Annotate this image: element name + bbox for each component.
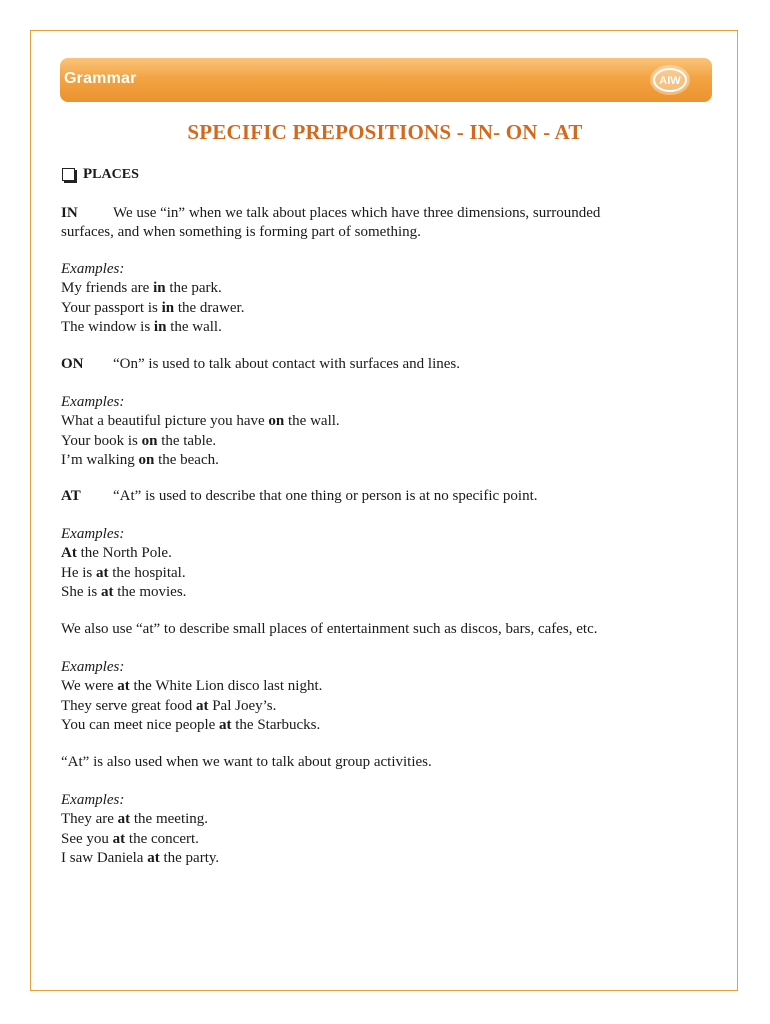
examples-label: Examples: [61, 659, 125, 675]
example-line: We were at the White Lion disco last night. [61, 678, 323, 695]
examples-label: Examples: [61, 394, 125, 410]
example-line: They serve great food at Pal Joey’s. [61, 697, 277, 714]
example-line: What a beautiful picture you have on the wall. [61, 413, 340, 430]
group-examples [61, 791, 701, 868]
example-line: They are at the meeting. [61, 811, 209, 828]
example-line: See you at the concert. [61, 830, 199, 847]
examples-label: Examples: [61, 261, 125, 277]
term-at: AT [61, 488, 81, 504]
in-definition-line1: We use “in” when we talk about places which have three dimensions, surrounded [113, 205, 601, 221]
example-line: She is at the movies. [61, 583, 187, 600]
examples-label: Examples: [61, 526, 125, 542]
example-line: You can meet nice people at the Starbucks. [61, 716, 321, 733]
group-note: “At” is also used when we want to talk about group activities. [61, 754, 432, 770]
checkbox-bullet-icon [62, 168, 75, 181]
logo-text: AIW [659, 75, 681, 87]
section-label-rest: LACES [92, 166, 139, 182]
in-definition [61, 204, 701, 243]
example-line: My friends are in the park. [61, 280, 222, 297]
header-banner [60, 58, 712, 102]
logo-icon [648, 62, 692, 98]
on-definition-text: “On” is used to talk about contact with surfaces and lines. [113, 356, 460, 372]
in-definition-line2: surfaces, and when something is forming part of something. [61, 224, 421, 241]
section-heading-places [62, 166, 139, 183]
on-definition [61, 355, 701, 374]
in-examples [61, 260, 701, 337]
example-line: Your passport is in the drawer. [61, 299, 245, 316]
example-line: The window is in the wall. [61, 318, 222, 335]
page-title: SPECIFIC PREPOSITIONS - IN- ON - AT [187, 120, 583, 144]
example-line: I saw Daniela at the party. [61, 849, 220, 866]
term-on: ON [61, 356, 84, 372]
example-line: He is at the hospital. [61, 564, 186, 581]
example-line: At the North Pole. [61, 545, 172, 562]
at-definition-text: “At” is used to describe that one thing or person is at no specific point. [113, 488, 538, 504]
banner-label: Grammar [64, 70, 137, 87]
term-in: IN [61, 205, 78, 221]
section-label-first: P [83, 166, 93, 182]
at-definition [61, 487, 701, 506]
entertainment-examples [61, 658, 701, 735]
entertainment-note: We also use “at” to describe small places of entertainment such as discos, bars, cafes, etc. [61, 621, 598, 637]
at-examples [61, 525, 701, 602]
example-line: Your book is on the table. [61, 432, 217, 449]
example-line: I’m walking on the beach. [61, 451, 219, 468]
on-examples [61, 393, 701, 470]
examples-label: Examples: [61, 792, 125, 808]
